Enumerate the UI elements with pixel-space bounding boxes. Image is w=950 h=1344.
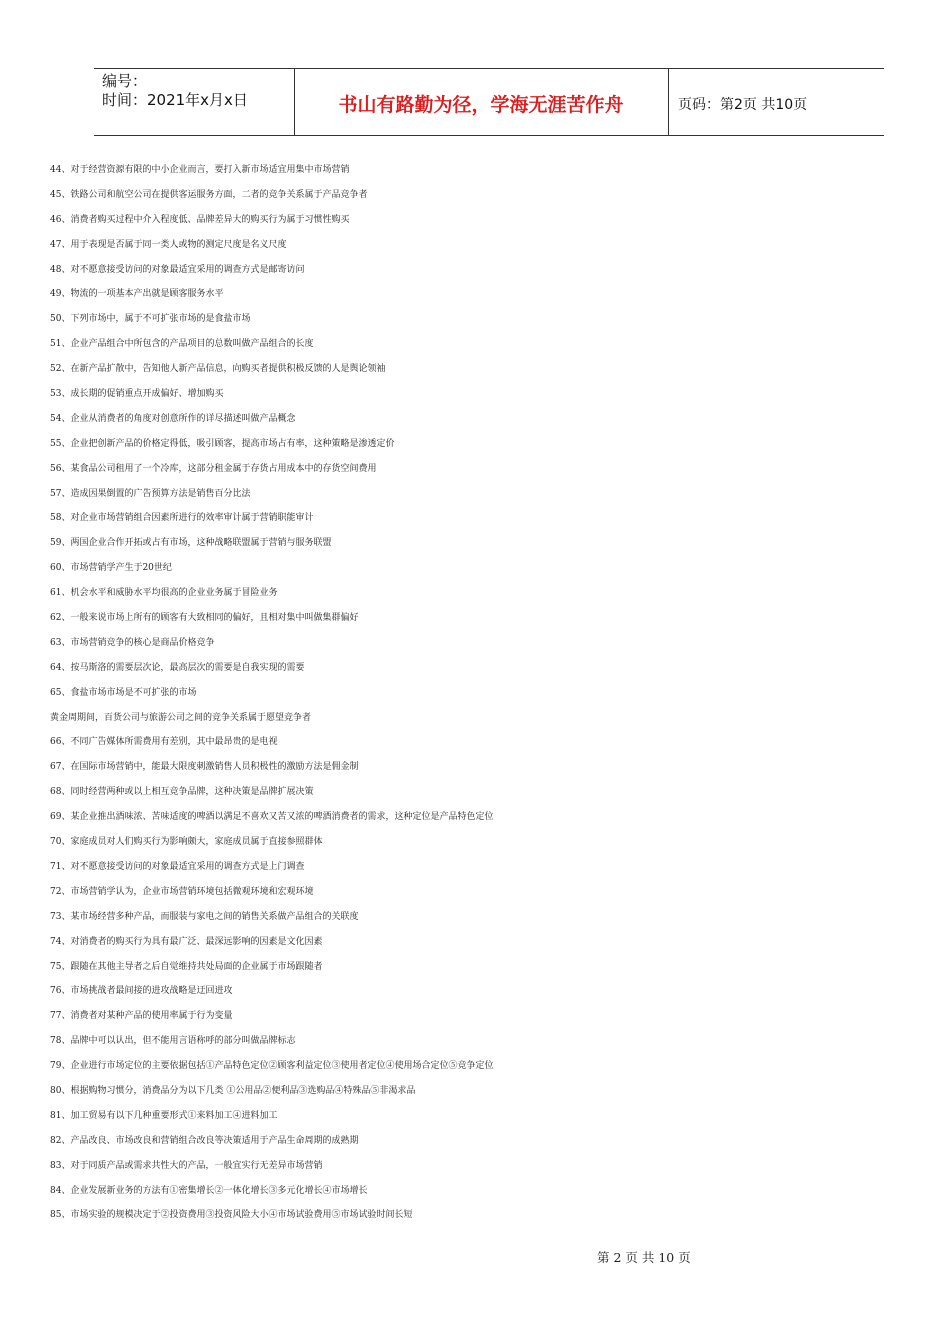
header-motto: 书山有路勤为径，学海无涯苦作舟 (338, 94, 624, 116)
header-divider (668, 68, 669, 136)
list-item: 59、两国企业合作开拓或占有市场，这种战略联盟属于营销与服务联盟 (50, 538, 332, 549)
list-item: 71、对不愿意接受访问的对象最适宜采用的调查方式是上门调查 (50, 861, 305, 872)
list-item: 85、市场实验的规模决定于②投资费用③投资风险大小④市场试验费用⑤市场试验时间长短 (50, 1210, 413, 1221)
list-item: 58、对企业市场营销组合因素所进行的效率审计属于营销职能审计 (50, 513, 314, 524)
list-item: 65、食盐市场市场是不可扩张的市场 (50, 687, 197, 698)
list-item: 44、对于经营资源有限的中小企业而言，要打入新市场适宜用集中市场营销 (50, 165, 350, 175)
list-item: 63、市场营销竞争的核心是商品价格竞争 (50, 637, 215, 648)
list-item: 84、企业发展新业务的方法有①密集增长②一体化增长③多元化增长④市场增长 (50, 1185, 368, 1196)
list-item: 50、下列市场中，属于不可扩张市场的是食盐市场 (50, 314, 251, 325)
list-item: 82、产品改良、市场改良和营销组合改良等决策适用于产品生命周期的成熟期 (50, 1135, 359, 1146)
list-item: 79、企业进行市场定位的主要依据包括①产品特色定位②顾客利益定位③使用者定位④使用场合定位⑤竞争定位 (50, 1061, 494, 1072)
list-item: 83、对于同质产品或需求共性大的产品，一般宜实行无差异市场营销 (50, 1160, 323, 1171)
list-item: 75、跟随在其他主导者之后自觉维持共处局面的企业属于市场跟随者 (50, 961, 323, 972)
list-item: 56、某食品公司租用了一个冷库，这部分租金属于存货占用成本中的存货空间费用 (50, 463, 377, 474)
header-top-rule (94, 68, 884, 69)
list-item: 60、市场营销学产生于20世纪 (50, 563, 172, 574)
list-item: 55、企业把创新产品的价格定得低，吸引顾客，提高市场占有率，这种策略是渗透定价 (50, 438, 395, 449)
list-item: 52、在新产品扩散中，告知他人新产品信息，向购买者提供积极反馈的人是舆论领袖 (50, 364, 386, 375)
list-item: 64、按马斯洛的需要层次论，最高层次的需要是自我实现的需要 (50, 662, 305, 673)
question-list (50, 160, 890, 1230)
list-item: 81、加工贸易有以下几种重要形式①来料加工④进料加工 (50, 1110, 278, 1121)
list-item: 76、市场挑战者最间接的进攻战略是迂回进攻 (50, 986, 233, 997)
list-item: 57、造成因果倒置的广告预算方法是销售百分比法 (50, 488, 251, 499)
header-bottom-rule (94, 135, 884, 136)
list-item: 66、不同广告媒体所需费用有差别，其中最昂贵的是电视 (50, 737, 278, 748)
list-item: 54、企业从消费者的角度对创意所作的详尽描述叫做产品概念 (50, 413, 296, 424)
list-item: 47、用于表现是否属于同一类人或物的测定尺度是名义尺度 (50, 239, 287, 250)
list-item: 51、企业产品组合中所包含的产品项目的总数叫做产品组合的长度 (50, 339, 314, 350)
list-item: 69、某企业推出酒味浓、苦味适度的啤酒以满足不喜欢又苦又浓的啤酒消费者的需求，这种定位是产品特色定位 (50, 812, 494, 823)
list-item: 78、品牌中可以认出，但不能用言语称呼的部分叫做品牌标志 (50, 1036, 296, 1047)
list-item: 53、成长期的促销重点开成偏好、增加购买 (50, 389, 224, 400)
time-label: 时间：2021年x月x日 (102, 91, 248, 109)
list-item: 72、市场营销学认为，企业市场营销环境包括微观环境和宏观环境 (50, 886, 314, 897)
list-item: 74、对消费者的购买行为具有最广泛、最深远影响的因素是文化因素 (50, 936, 323, 947)
list-item: 80、根据购物习惯分，消费品分为以下几类 ①公用品②便利品③选购品④特殊品⑤非渴求品 (50, 1085, 416, 1096)
page-header (94, 68, 884, 136)
list-item: 73、某市场经营多种产品，而服装与家电之间的销售关系做产品组合的关联度 (50, 911, 359, 922)
list-item: 49、物流的一项基本产出就是顾客服务水平 (50, 289, 224, 300)
list-item: 48、对不愿意接受访问的对象最适宜采用的调查方式是邮寄访问 (50, 264, 305, 275)
list-item: 62、一般来说市场上所有的顾客有大致相同的偏好，且相对集中叫做集群偏好 (50, 613, 359, 624)
list-item: 67、在国际市场营销中，能最大限度刺激销售人员积极性的激励方法是佣金制 (50, 762, 359, 773)
list-item: 61、机会水平和威胁水平均很高的企业业务属于冒险业务 (50, 588, 278, 599)
list-item: 70、家庭成员对人们购买行为影响颇大，家庭成员属于直接参照群体 (50, 837, 323, 848)
header-meta (102, 72, 248, 110)
list-item: 黄金周期间，百货公司与旅游公司之间的竞争关系属于愿望竞争者 (50, 712, 312, 723)
list-item: 77、消费者对某种产品的使用率属于行为变量 (50, 1011, 233, 1022)
page-footer: 第 2 页 共 10 页 (597, 1250, 691, 1265)
header-page-info: 页码：第2页 共10页 (678, 97, 808, 113)
serial-label: 编号： (102, 72, 148, 90)
list-item: 45、铁路公司和航空公司在提供客运服务方面，二者的竞争关系属于产品竞争者 (50, 189, 368, 200)
list-item: 68、同时经营两种或以上相互竞争品牌，这种决策是品牌扩展决策 (50, 787, 314, 798)
list-item: 46、消费者购买过程中介入程度低、品牌差异大的购买行为属于习惯性购买 (50, 214, 350, 225)
